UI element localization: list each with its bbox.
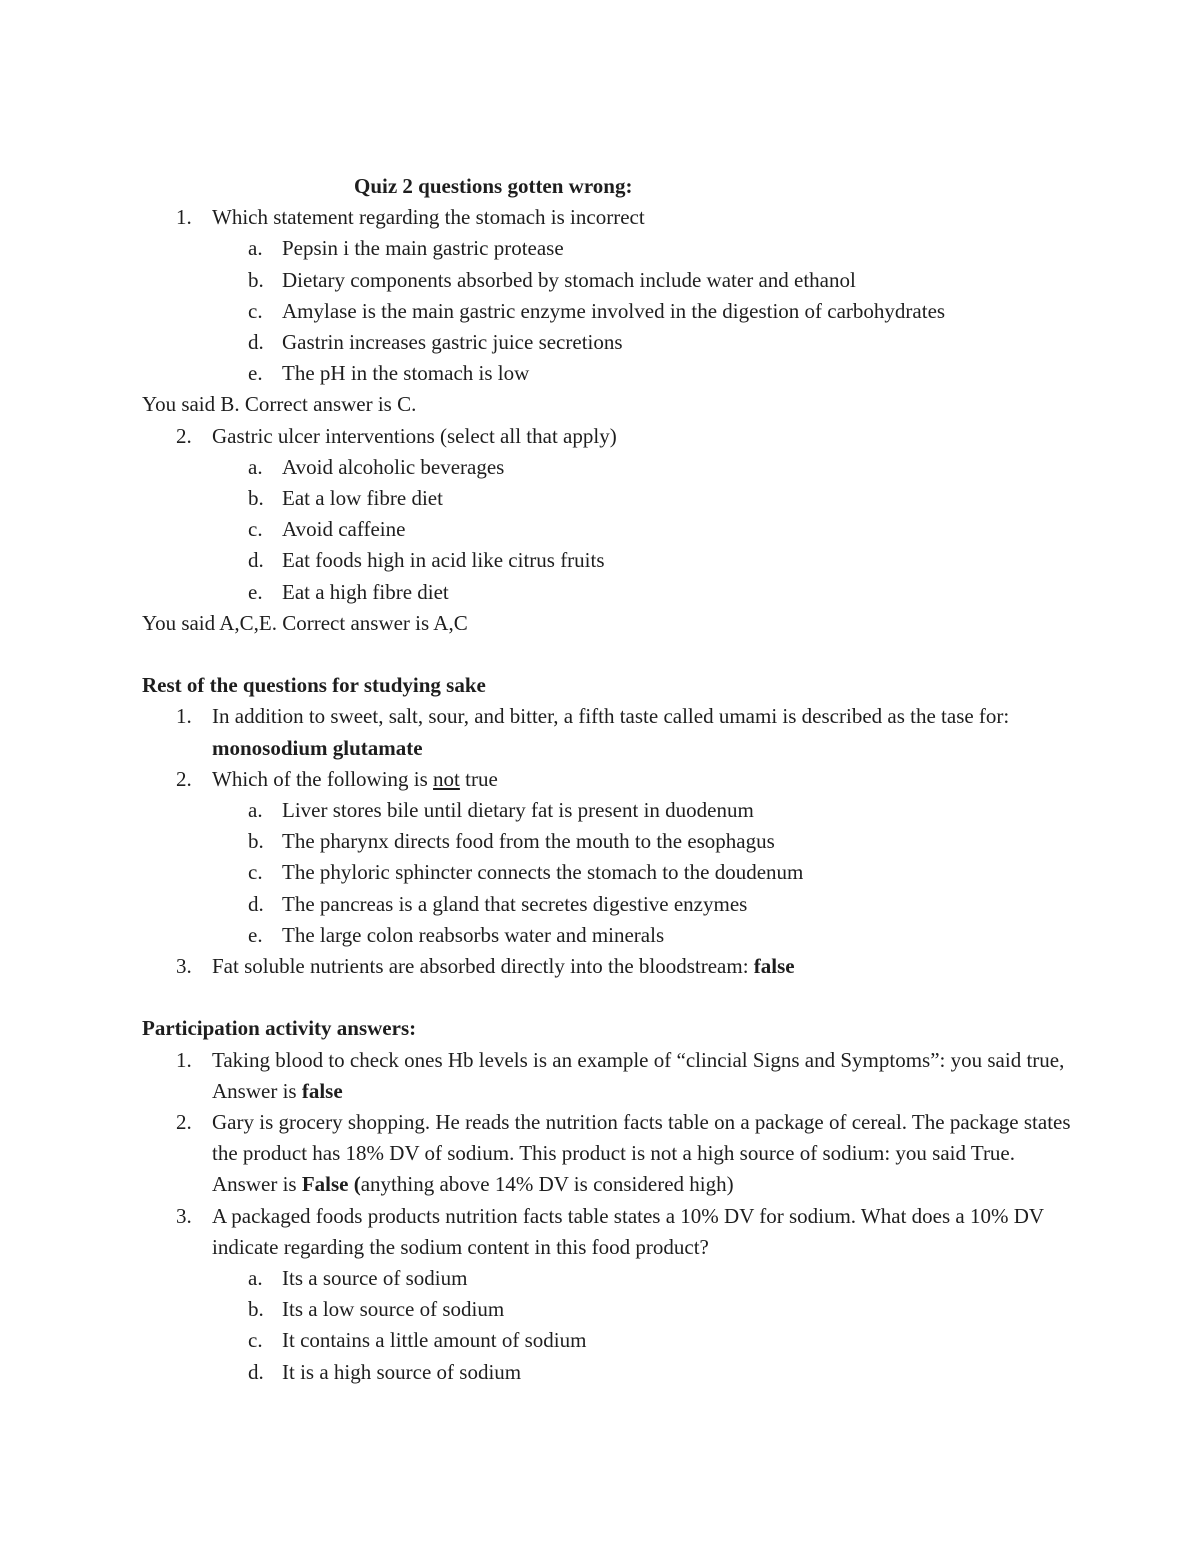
- option: [142, 452, 1072, 483]
- question-text-end: true: [459, 766, 498, 791]
- option-text: Avoid caffeine: [282, 517, 406, 542]
- participation-section-title: Participation activity answers:: [142, 1016, 417, 1041]
- option: [142, 826, 1072, 857]
- option-letter: b.: [248, 267, 264, 292]
- option-text: Dietary components absorbed by stomach include water and ethanol: [282, 267, 856, 292]
- blank-line: [142, 639, 1072, 670]
- study-question-2: [142, 764, 1072, 795]
- option-letter: a.: [248, 1266, 263, 1291]
- option-text: It is a high source of sodium: [282, 1359, 522, 1384]
- option-text: Eat a low fibre diet: [282, 486, 443, 511]
- option-letter: a.: [248, 798, 263, 823]
- option-letter: b.: [248, 486, 264, 511]
- option: [142, 1357, 1072, 1388]
- option-letter: e.: [248, 361, 263, 386]
- option-text: Liver stores bile until dietary fat is present in duodenum: [282, 798, 754, 823]
- option-letter: a.: [248, 454, 263, 479]
- option: [142, 265, 1072, 296]
- option-text: Its a source of sodium: [282, 1266, 468, 1291]
- option-text: Eat a high fibre diet: [282, 579, 449, 604]
- option-text: The phyloric sphincter connects the stomach to the doudenum: [282, 860, 804, 885]
- question-number: 2.: [176, 1110, 192, 1135]
- question-number: 1.: [176, 1047, 192, 1072]
- option-text: Avoid alcoholic beverages: [282, 454, 505, 479]
- option-letter: c.: [248, 298, 263, 323]
- option-letter: b.: [248, 1297, 264, 1322]
- question-text: Taking blood to check ones Hb levels is an example of “clincial Signs and Symptoms”: you said true, Answer is: [212, 1047, 1065, 1103]
- question-answer: false: [753, 954, 795, 979]
- question-number: 3.: [176, 1203, 192, 1228]
- option: [142, 795, 1072, 826]
- option-text: Amylase is the main gastric enzyme involved in the digestion of carbohydrates: [282, 298, 946, 323]
- question-answer: monosodium glutamate: [212, 735, 423, 760]
- study-question-1: [142, 701, 1072, 763]
- option: [142, 857, 1072, 888]
- option-letter: c.: [248, 860, 263, 885]
- quiz2-title: Quiz 2 questions gotten wrong:: [354, 174, 633, 198]
- quiz2-result-1: You said B. Correct answer is C.: [142, 392, 417, 417]
- document-content: [142, 171, 1072, 1388]
- question-answer: False (: [301, 1172, 361, 1197]
- option: [142, 483, 1072, 514]
- option-letter: a.: [248, 236, 263, 261]
- option-letter: d.: [248, 330, 264, 355]
- question-text: Fat soluble nutrients are absorbed directly into the bloodstream:: [212, 954, 754, 979]
- question-emphasis: not: [433, 766, 460, 791]
- option-letter: b.: [248, 829, 264, 854]
- participation-question-3: [142, 1201, 1072, 1263]
- study-section-title: Rest of the questions for studying sake: [142, 673, 486, 698]
- option-letter: e.: [248, 579, 263, 604]
- option-letter: d.: [248, 548, 264, 573]
- question-text: Gastric ulcer interventions (select all that apply): [212, 423, 617, 448]
- question-number: 1.: [176, 704, 192, 729]
- option-letter: c.: [248, 517, 263, 542]
- question-text-end: anything above 14% DV is considered high): [360, 1172, 734, 1197]
- question-text: A packaged foods products nutrition facts table states a 10% DV for sodium. What does a 10% DV indicate regarding the sodium content in this food product?: [212, 1203, 1044, 1259]
- blank-line: [142, 982, 1072, 1013]
- question-text: In addition to sweet, salt, sour, and bitter, a fifth taste called umami is described as the tase for:: [212, 704, 1010, 729]
- option: [142, 233, 1072, 264]
- question-text: Which statement regarding the stomach is incorrect: [212, 205, 645, 230]
- question-answer: false: [301, 1078, 343, 1103]
- study-question-3: [142, 951, 1072, 982]
- option: [142, 514, 1072, 545]
- question-text: Which of the following is: [212, 766, 434, 791]
- option-text: The pH in the stomach is low: [282, 361, 530, 386]
- quiz2-question-2: [142, 421, 1072, 452]
- question-text: Gary is grocery shopping. He reads the nutrition facts table on a package of cereal. The package states the product has 18% DV of sodium. This product is not a high source of sodium: you said True. Answer is: [212, 1110, 1071, 1197]
- quiz2-result-2: You said A,C,E. Correct answer is A,C: [142, 610, 468, 635]
- participation-question-1: [142, 1045, 1072, 1107]
- option: [142, 327, 1072, 358]
- option-letter: d.: [248, 891, 264, 916]
- question-number: 2.: [176, 423, 192, 448]
- option-letter: d.: [248, 1359, 264, 1384]
- option: [142, 1294, 1072, 1325]
- option-text: Eat foods high in acid like citrus fruits: [282, 548, 605, 573]
- participation-question-2: [142, 1107, 1072, 1201]
- question-number: 3.: [176, 954, 192, 979]
- option: [142, 920, 1072, 951]
- option-text: Its a low source of sodium: [282, 1297, 505, 1322]
- option: [142, 1325, 1072, 1356]
- option-letter: e.: [248, 922, 263, 947]
- option-letter: c.: [248, 1328, 263, 1353]
- option-text: Pepsin i the main gastric protease: [282, 236, 564, 261]
- question-number: 1.: [176, 205, 192, 230]
- option-text: The pancreas is a gland that secretes digestive enzymes: [282, 891, 748, 916]
- question-number: 2.: [176, 766, 192, 791]
- option: [142, 296, 1072, 327]
- option-text: It contains a little amount of sodium: [282, 1328, 587, 1353]
- option-text: The pharynx directs food from the mouth to the esophagus: [282, 829, 775, 854]
- option: [142, 577, 1072, 608]
- option: [142, 545, 1072, 576]
- quiz2-question-1: [142, 202, 1072, 233]
- option-text: The large colon reabsorbs water and minerals: [282, 922, 665, 947]
- option: [142, 889, 1072, 920]
- option: [142, 1263, 1072, 1294]
- option-text: Gastrin increases gastric juice secretions: [282, 330, 623, 355]
- option: [142, 358, 1072, 389]
